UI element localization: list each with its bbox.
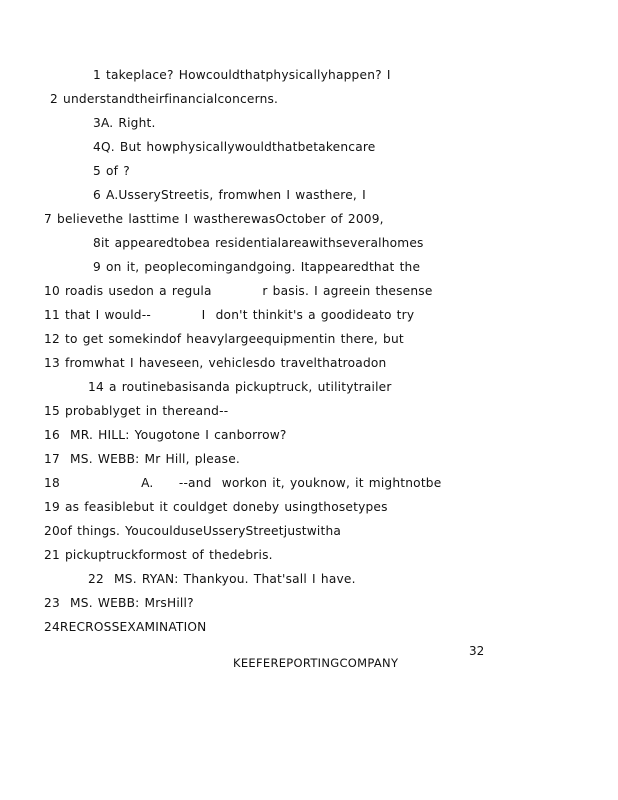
transcript-line: 17 MS. WEBB: Mr Hill, please. <box>44 452 240 466</box>
transcript-line: 9 on it, peoplecomingandgoing. Itappearedthat the <box>93 260 421 274</box>
transcript-line: 22 MS. RYAN: Thankyou. That'sall I have. <box>88 572 356 586</box>
transcript-line: 7 believethe lasttime I wastherewasOctober of 2009, <box>44 212 384 226</box>
transcript-line: 18 A. --and workon it, youknow, it mightnotbe <box>44 476 442 490</box>
transcript-line: 23 MS. WEBB: MrsHill? <box>44 596 194 610</box>
transcript-line: 11 that I would-- I don't thinkit's a goodideato try <box>44 308 415 322</box>
transcript-line: 16 MR. HILL: Yougotone I canborrow? <box>44 428 287 442</box>
transcript-line: 6 A.UsseryStreetis, fromwhen I wasthere, I <box>93 188 366 202</box>
transcript-line: 2 understandtheirfinancialconcerns. <box>50 92 279 106</box>
transcript-line: 1 takeplace? Howcouldthatphysicallyhappen? I <box>93 68 391 82</box>
transcript-line: 4Q. But howphysicallywouldthatbetakencare <box>93 140 376 154</box>
transcript-line: 12 to get somekindof heavylargeequipmentin there, but <box>44 332 404 346</box>
transcript-line: 20of things. YoucoulduseUsseryStreetjustwitha <box>44 524 342 538</box>
transcript-line: 21 pickuptruckformost of thedebris. <box>44 548 273 562</box>
transcript-line: 13 fromwhat I haveseen, vehiclesdo travelthatroadon <box>44 356 387 370</box>
transcript-line: 15 probablyget in thereand-- <box>44 404 229 418</box>
transcript-line: 14 a routinebasisanda pickuptruck, utilitytrailer <box>88 380 392 394</box>
footer-company: KEEFEREPORTINGCOMPANY <box>233 656 399 670</box>
transcript-line: 8it appearedtobea residentialareawithseveralhomes <box>93 236 424 250</box>
transcript-line: 10 roadis usedon a regula r basis. I agreein thesense <box>44 284 433 298</box>
transcript-line: 19 as feasiblebut it couldget doneby usingthosetypes <box>44 500 388 514</box>
page-number: 32 <box>469 644 485 658</box>
transcript-line: 24RECROSSEXAMINATION <box>44 620 207 634</box>
transcript-line: 5 of ? <box>93 164 130 178</box>
transcript-line: 3A. Right. <box>93 116 156 130</box>
